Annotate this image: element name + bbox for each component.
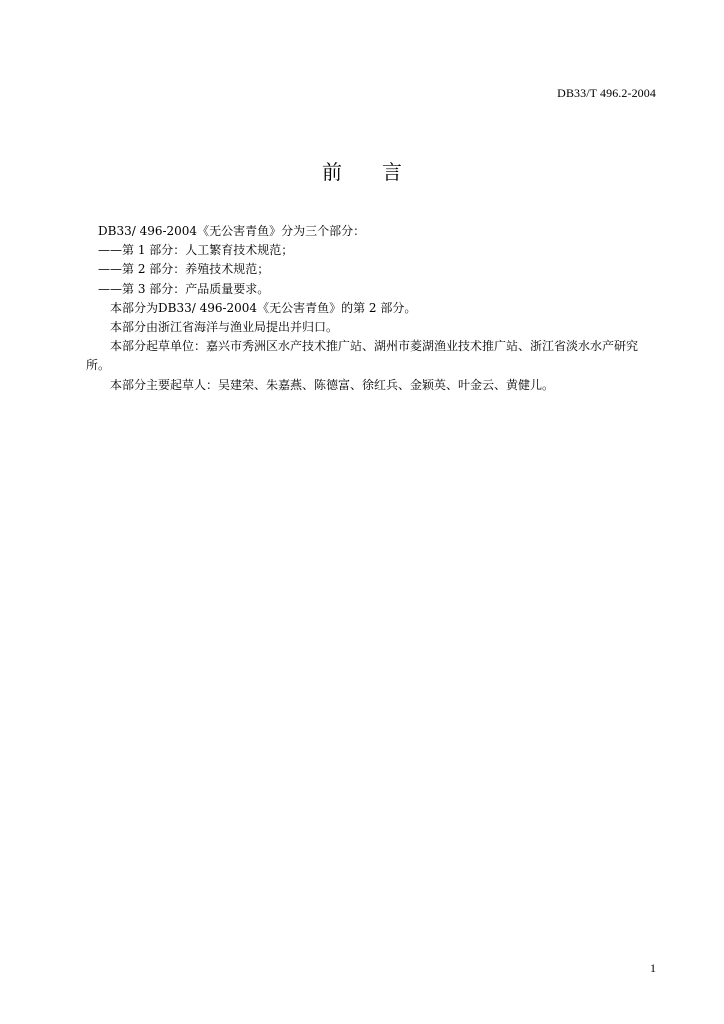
part-list-item-2: ——第 2 部分：养殖技术规范； [98, 262, 270, 277]
title-char-1: 前 [322, 160, 342, 184]
standard-code: DB33/T 496.2-2004 [557, 86, 656, 100]
part-list-item-3: ——第 3 部分：产品质量要求。 [98, 281, 270, 296]
statement-proposer: 本部分由浙江省海洋与渔业局提出并归口。 [110, 320, 339, 335]
intro-paragraph: DB33/ 496-2004《无公害青鱼》分为三个部分： [98, 224, 366, 238]
part-list-item-1: ——第 1 部分：人工繁育技术规范； [98, 243, 294, 258]
page-number: 1 [650, 961, 656, 975]
foreword-body [86, 222, 658, 395]
statement-drafters: 本部分主要起草人：吴建荣、朱嘉燕、陈德富、徐红兵、金颖英、叶金云、黄健儿。 [110, 377, 555, 392]
statement-drafting-units: 本部分起草单位：嘉兴市秀洲区水产技术推广站、湖州市菱湖渔业技术推广站、浙江省淡水水产研究所。 [86, 339, 639, 373]
title-char-2: 言 [382, 160, 402, 184]
statement-part: 本部分为DB33/ 496-2004《无公害青鱼》的第 2 部分。 [110, 300, 417, 315]
page-title [0, 156, 724, 185]
